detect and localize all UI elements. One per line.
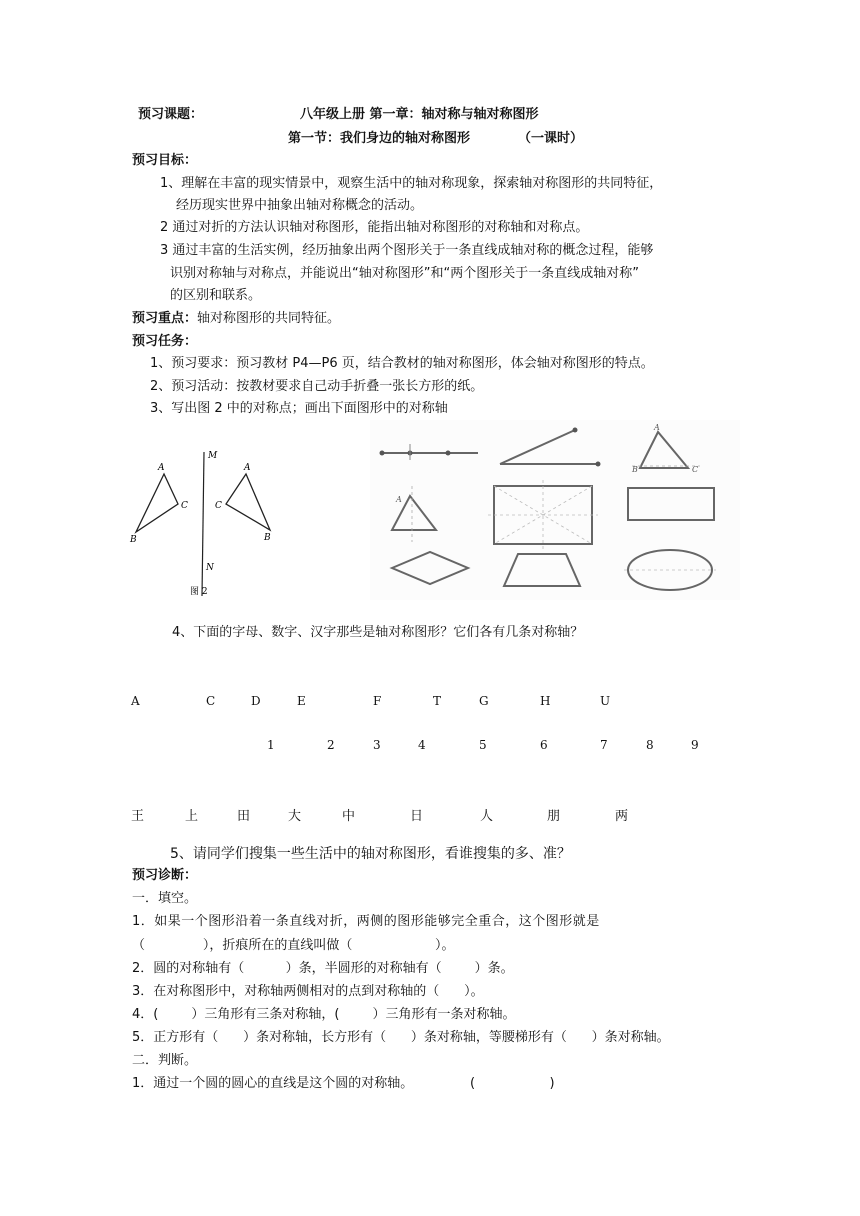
letter-item: E bbox=[297, 694, 306, 708]
q4: 4．( ）三角形有三条对称轴，( ）三角形有一条对称轴。 bbox=[132, 1007, 516, 1022]
label-tri-top: A bbox=[654, 423, 660, 432]
label-a-right: A bbox=[244, 463, 251, 473]
goal-2: 2 通过对折的方法认识轴对称图形，能指出轴对称图形的对称轴和对称点。 bbox=[160, 220, 589, 235]
goal-1-line-1: 1、理解在丰富的现实情景中，观察生活中的轴对称现象，探索轴对称图形的共同特征， bbox=[160, 176, 663, 191]
digit-item: 2 bbox=[327, 738, 335, 752]
digit-item: 3 bbox=[373, 738, 381, 752]
digit-item: 4 bbox=[418, 738, 426, 752]
judge-1-blank[interactable]: ( ) bbox=[470, 1076, 555, 1091]
letters-row bbox=[0, 694, 860, 712]
section-title: 第一节：我们身边的轴对称图形 bbox=[288, 131, 471, 146]
key-point bbox=[132, 310, 340, 328]
task-4: 4、下面的字母、数字、汉字那些是轴对称图形？它们各有几条对称轴？ bbox=[172, 625, 584, 640]
task-5: 5、请同学们搜集一些生活中的轴对称图形，看谁搜集的多、准？ bbox=[170, 846, 571, 862]
key-point-label: 预习重点： bbox=[132, 311, 198, 326]
page-title: 八年级上册 第一章：轴对称与轴对称图形 bbox=[300, 107, 539, 122]
tasks-heading: 预习任务： bbox=[132, 334, 198, 349]
hanzi-row bbox=[0, 805, 860, 823]
digit-item: 5 bbox=[479, 738, 487, 752]
period-label: （一课时） bbox=[518, 131, 584, 146]
q3: 3．在对称图形中，对称轴两侧相对的点到对称轴的（ ）。 bbox=[132, 984, 484, 999]
hanzi-item: 两 bbox=[615, 809, 629, 824]
goals-heading: 预习目标： bbox=[132, 153, 198, 168]
q2: 2．圆的对称轴有（ ）条，半圆形的对称轴有（ ）条。 bbox=[132, 961, 514, 976]
task-2: 2、预习活动：按教材要求自己动手折叠一张长方形的纸。 bbox=[150, 379, 484, 394]
q1-line-2: （ ），折痕所在的直线叫做（ ）。 bbox=[132, 938, 455, 953]
hanzi-item: 人 bbox=[480, 809, 494, 824]
hanzi-item: 王 bbox=[131, 809, 145, 824]
hanzi-item: 上 bbox=[185, 809, 199, 824]
q5: 5．正方形有（ ）条对称轴，长方形有（ ）条对称轴，等腰梯形有（ ）条对称轴。 bbox=[132, 1030, 670, 1045]
digit-item: 8 bbox=[646, 738, 654, 752]
letter-item: C bbox=[206, 694, 216, 708]
label-c-right: C bbox=[215, 501, 222, 511]
hanzi-item: 朋 bbox=[547, 809, 561, 824]
label-b-left: B bbox=[130, 535, 137, 545]
letter-item: U bbox=[600, 694, 611, 708]
letter-item: T bbox=[433, 694, 442, 708]
label-m: M bbox=[208, 451, 218, 461]
goal-3-line-2: 识别对称轴与对称点，并能说出“轴对称图形”和“两个图形关于一条直线成轴对称” bbox=[170, 266, 639, 281]
task-1: 1、预习要求：预习教材 P4—P6 页，结合教材的轴对称图形，体会轴对称图形的特点。 bbox=[150, 356, 654, 371]
label-small-a: A bbox=[396, 495, 402, 504]
key-point-text: 轴对称图形的共同特征。 bbox=[197, 311, 341, 326]
letter-item: F bbox=[373, 694, 382, 708]
goal-3-line-3: 的区别和联系。 bbox=[170, 288, 262, 303]
letter-item: G bbox=[479, 694, 489, 708]
q1-line-1: 1．如果一个图形沿着一条直线对折，两侧的图形能够完全重合，这个图形就是 bbox=[132, 914, 600, 929]
hanzi-item: 中 bbox=[342, 809, 356, 824]
label-tri-right: C bbox=[692, 465, 699, 474]
judge-heading: 二．判断。 bbox=[132, 1053, 198, 1068]
topic-label: 预习课题： bbox=[138, 107, 204, 122]
shapes-figure bbox=[370, 420, 740, 600]
label-tri-left: B bbox=[632, 465, 638, 474]
letter-item: H bbox=[540, 694, 551, 708]
letter-item: D bbox=[251, 694, 261, 708]
goal-1-line-2: 经历现实世界中抽象出轴对称概念的活动。 bbox=[176, 198, 424, 213]
task-3: 3、写出图 2 中的对称点；画出下面图形中的对称轴 bbox=[150, 401, 448, 416]
letter-item: A bbox=[131, 694, 140, 708]
digit-item: 9 bbox=[691, 738, 699, 752]
figure-2 bbox=[126, 446, 276, 606]
judge-1: 1．通过一个圆的圆心的直线是这个圆的对称轴。 bbox=[132, 1076, 414, 1091]
digit-item: 7 bbox=[600, 738, 608, 752]
diagnosis-heading: 预习诊断： bbox=[132, 868, 198, 883]
label-n: N bbox=[206, 563, 214, 573]
hanzi-item: 日 bbox=[410, 809, 424, 824]
digit-item: 1 bbox=[267, 738, 275, 752]
hanzi-item: 田 bbox=[237, 809, 251, 824]
figure-2-caption: 图 2 bbox=[190, 587, 208, 597]
hanzi-item: 大 bbox=[288, 809, 302, 824]
label-c-left: C bbox=[181, 501, 188, 511]
digits-row bbox=[0, 738, 860, 756]
fill-in-heading: 一．填空。 bbox=[132, 891, 198, 906]
label-b-right: B bbox=[264, 533, 271, 543]
digit-item: 6 bbox=[540, 738, 548, 752]
goal-3-line-1: 3 通过丰富的生活实例，经历抽象出两个图形关于一条直线成轴对称的概念过程，能够 bbox=[160, 243, 654, 258]
label-a-left: A bbox=[158, 463, 165, 473]
